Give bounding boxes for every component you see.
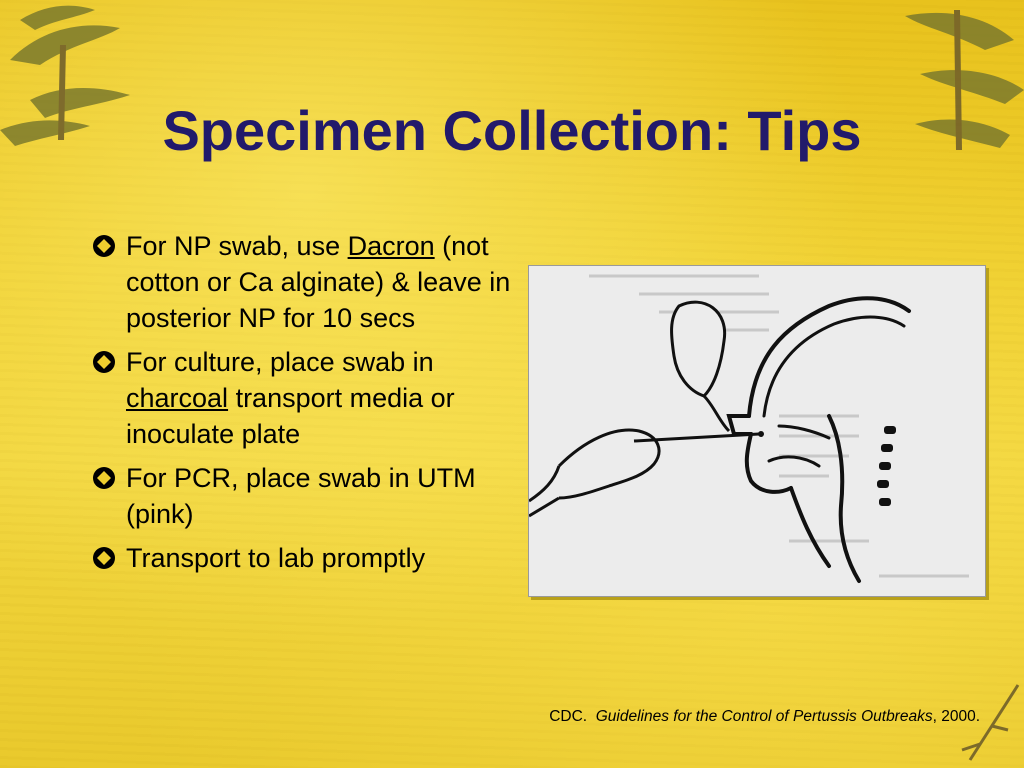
- bullet-item: [92, 540, 512, 576]
- bullet-icon: [92, 350, 116, 374]
- bullet-text: For PCR, place swab in UTM (pink): [126, 463, 476, 529]
- bullet-item: [92, 460, 512, 532]
- bullet-list: [92, 228, 512, 584]
- bullet-underlined-term: charcoal: [126, 383, 229, 413]
- bullet-item: [92, 228, 512, 336]
- bullet-underlined-term: Dacron: [347, 231, 435, 261]
- bullet-item: [92, 344, 512, 452]
- bullet-text: (not cotton or Ca alginate) & leave in posterior NP for 10 secs: [126, 231, 511, 333]
- bullet-text: For culture, place swab in: [126, 347, 434, 377]
- citation-source: CDC.: [549, 708, 588, 725]
- np-swab-drawing: [529, 266, 985, 596]
- bullet-text: transport media or inoculate plate: [126, 383, 455, 449]
- bullet-icon: [92, 546, 116, 570]
- bullet-text: For NP swab, use: [126, 231, 348, 261]
- citation-year: , 2000.: [932, 708, 980, 725]
- citation: [380, 708, 980, 726]
- bullet-text: Transport to lab promptly: [126, 543, 426, 573]
- np-swab-illustration: [528, 265, 986, 597]
- bullet-icon: [92, 466, 116, 490]
- bullet-icon: [92, 234, 116, 258]
- slide-title: Specimen Collection: Tips: [162, 99, 862, 162]
- citation-work-title: Guidelines for the Control of Pertussis Outbreaks: [595, 708, 933, 725]
